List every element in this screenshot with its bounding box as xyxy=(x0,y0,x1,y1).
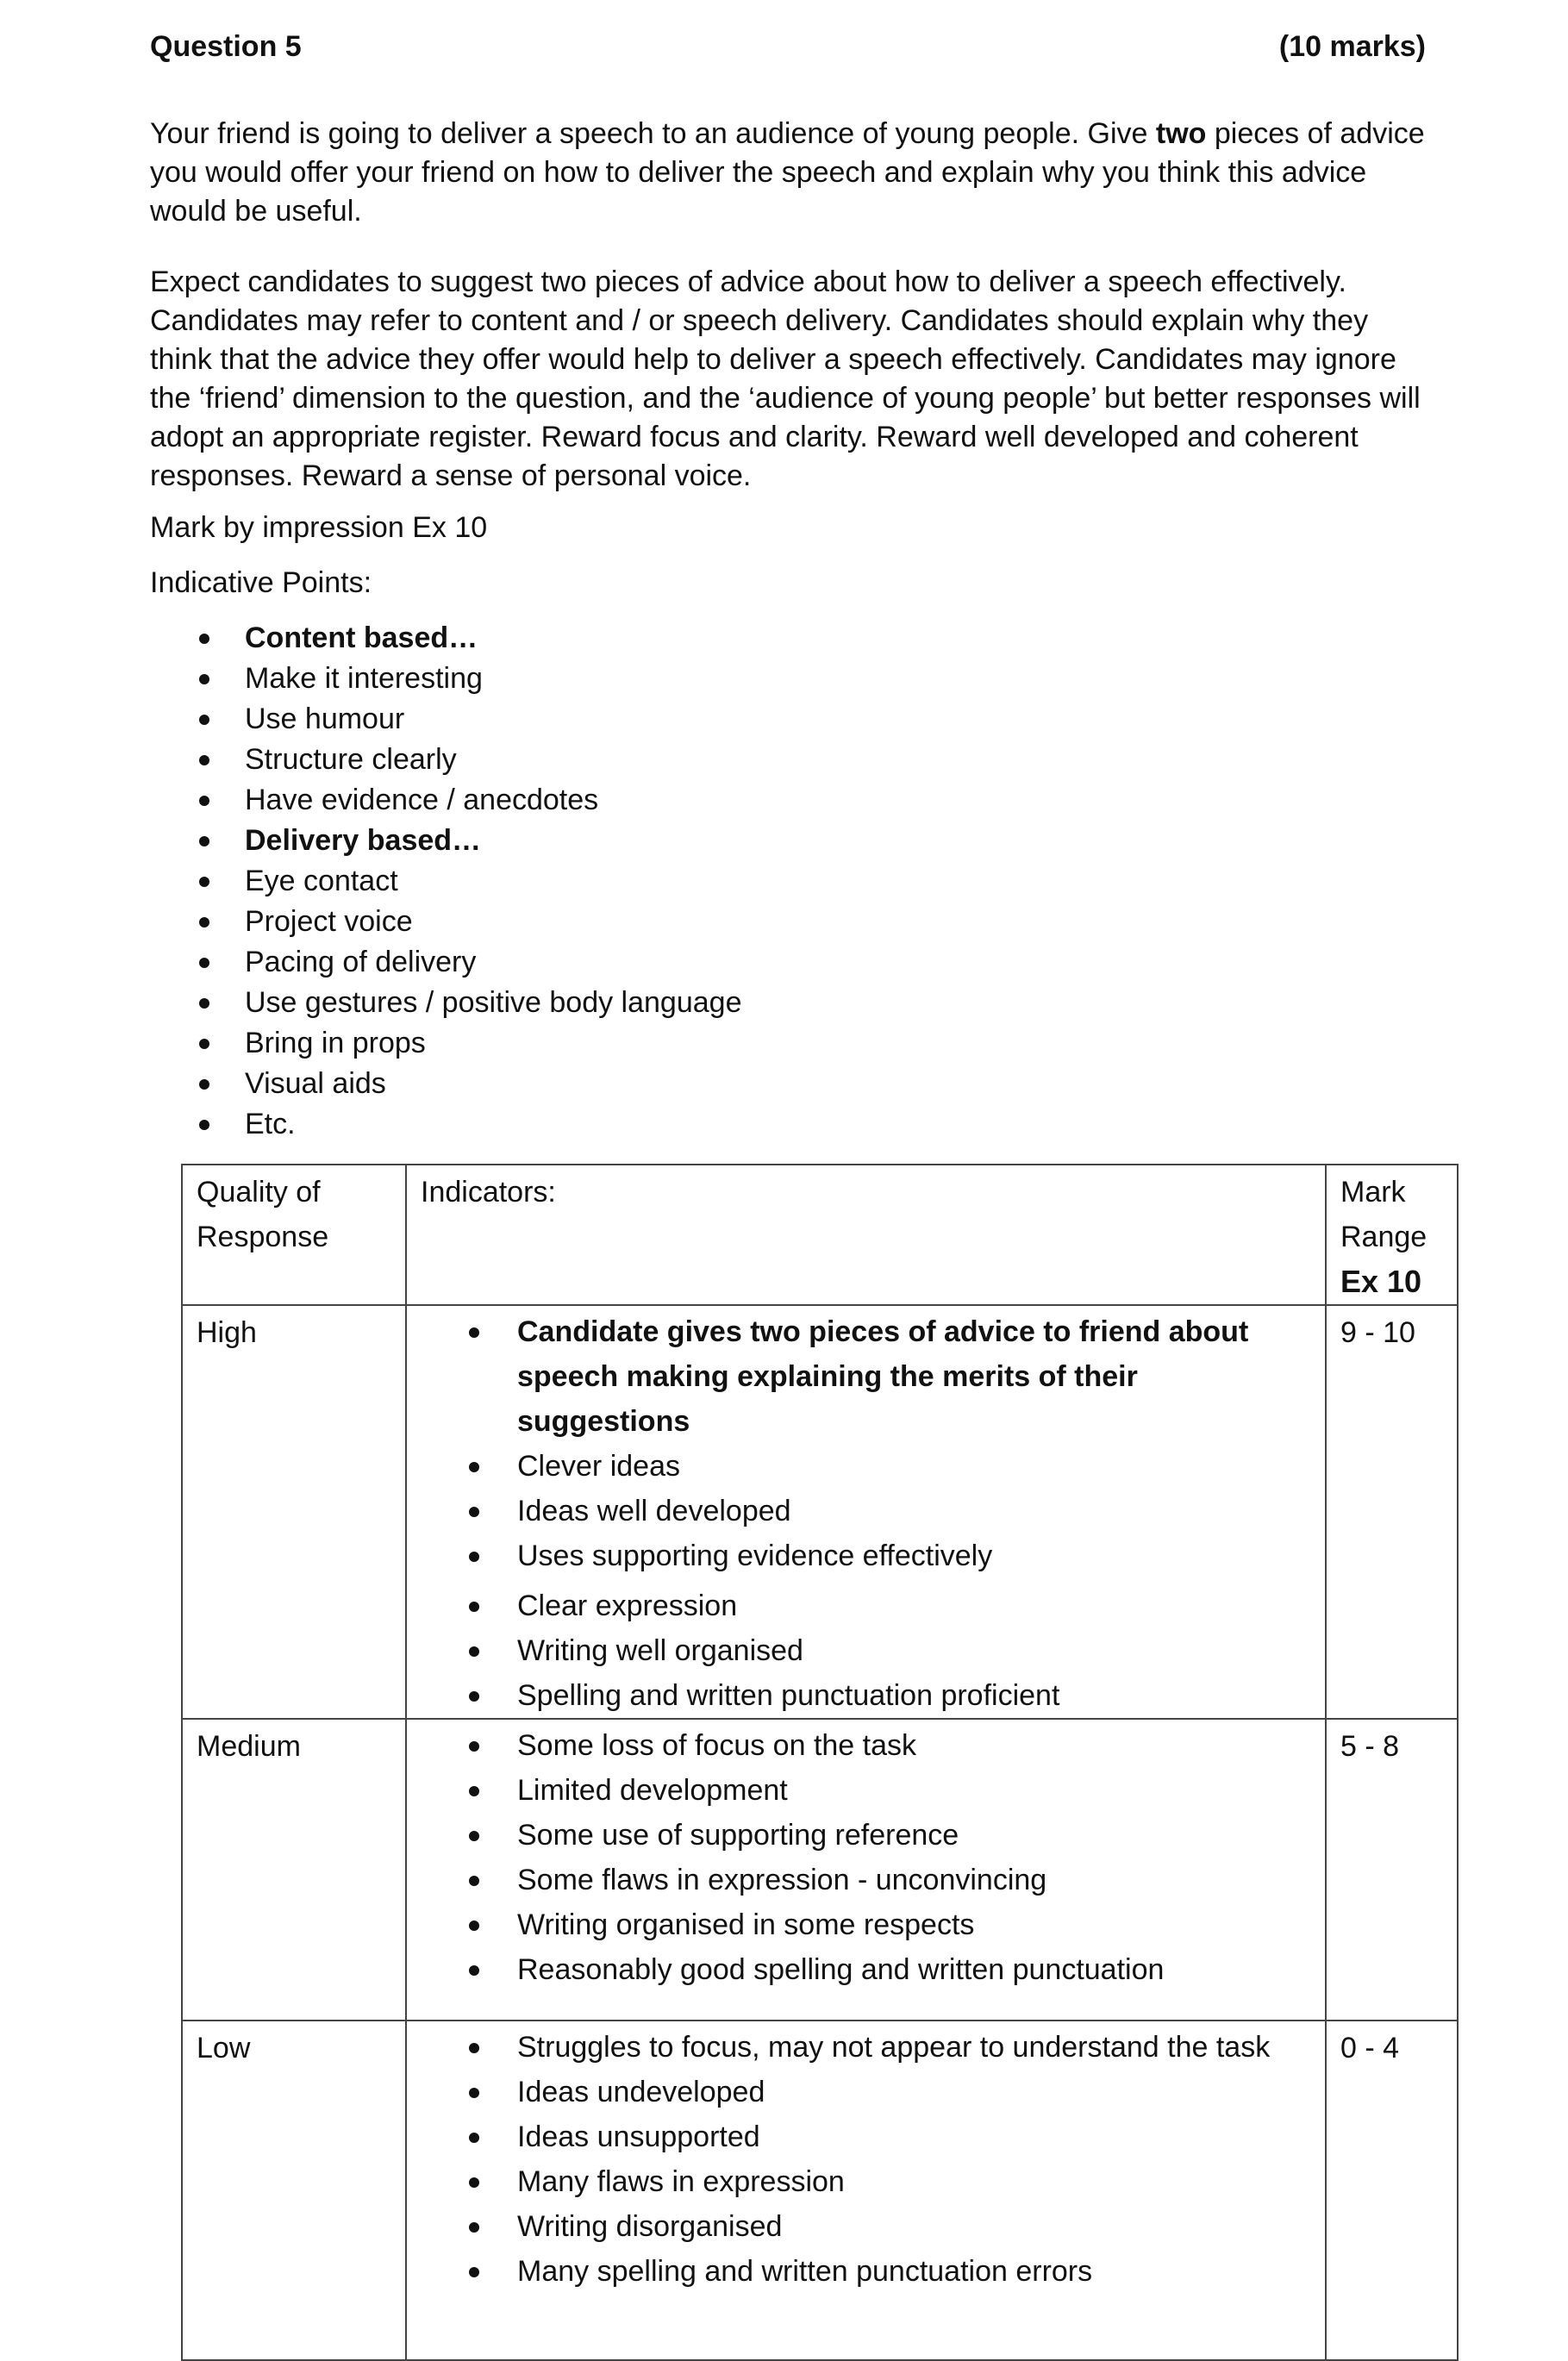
quality-cell xyxy=(182,1305,406,1719)
bullet-icon xyxy=(199,1039,209,1049)
quality-label: High xyxy=(197,1316,257,1349)
quality-cell xyxy=(182,2021,406,2360)
question-header xyxy=(150,24,1426,69)
list-item: Ideas unsupported xyxy=(407,2114,1325,2159)
bullet-icon xyxy=(469,1552,479,1562)
mark-range: 9 - 10 xyxy=(1340,1316,1415,1349)
list-item: Etc. xyxy=(150,1104,1426,1145)
bullet-icon xyxy=(469,2133,479,2143)
list-item: Some use of supporting reference xyxy=(407,1813,1325,1858)
quality-label: Medium xyxy=(197,1730,301,1763)
list-item: Bring in props xyxy=(150,1023,1426,1064)
list-item: Clear expression xyxy=(407,1583,1325,1628)
list-item: Candidate gives two pieces of advice to friend about speech making explaining the merits of their suggestions xyxy=(407,1309,1325,1444)
bullet-icon xyxy=(199,674,209,684)
bullet-icon xyxy=(199,998,209,1009)
bullet-icon xyxy=(469,1462,479,1472)
list-item: Some flaws in expression - unconvincing xyxy=(407,1858,1325,1902)
bullet-icon xyxy=(199,917,209,928)
bullet-icon xyxy=(199,1120,209,1130)
list-item: Struggles to focus, may not appear to understand the task xyxy=(407,2025,1325,2070)
bullet-icon xyxy=(469,1646,479,1657)
list-item: Ideas undeveloped xyxy=(407,2070,1325,2114)
list-item: Eye contact xyxy=(150,861,1426,902)
mark-range: 0 - 4 xyxy=(1340,2032,1400,2064)
bullet-icon xyxy=(469,1965,479,1976)
list-item: Make it interesting xyxy=(150,659,1426,699)
table-row xyxy=(182,1305,1458,1719)
bullet-icon xyxy=(199,958,209,968)
indicator-list xyxy=(407,1720,1325,1992)
table-header-row xyxy=(182,1165,1458,1305)
list-item: Structure clearly xyxy=(150,740,1426,780)
bullet-icon xyxy=(199,755,209,765)
bullet-icon xyxy=(469,2222,479,2233)
bullet-icon xyxy=(199,796,209,806)
list-item: Some loss of focus on the task xyxy=(407,1723,1325,1768)
list-item: Limited development xyxy=(407,1768,1325,1813)
bullet-icon xyxy=(469,2177,479,2188)
indicative-points-label: Indicative Points: xyxy=(150,566,372,599)
list-item: Spelling and written punctuation proficient xyxy=(407,1673,1325,1718)
mark-scheme-page xyxy=(150,24,1426,1145)
header-mark-line2: Range xyxy=(1340,1221,1427,1253)
list-item: Clever ideas xyxy=(407,1444,1325,1489)
bullet-icon xyxy=(469,1876,479,1886)
header-mark-line3: Ex 10 xyxy=(1340,1264,1422,1299)
list-item: Use humour xyxy=(150,699,1426,740)
mark-range: 5 - 8 xyxy=(1340,1730,1400,1763)
marking-grid-table xyxy=(181,1164,1459,2361)
prompt-text-end: pieces of advice you would offer your friend on how to deliver the speech and explain why you think this advice would be useful. xyxy=(150,117,1425,228)
list-item: Project voice xyxy=(150,902,1426,942)
quality-label: Low xyxy=(197,2032,251,2064)
indicative-points-list xyxy=(150,618,1426,1145)
bullet-icon xyxy=(469,1327,479,1338)
mark-range-cell xyxy=(1326,2021,1458,2360)
bullet-icon xyxy=(199,634,209,644)
header-quality-line2: Response xyxy=(197,1221,329,1253)
quality-cell xyxy=(182,1719,406,2021)
bullet-icon xyxy=(469,1831,479,1841)
bullet-icon xyxy=(199,836,209,846)
bullet-icon xyxy=(469,2088,479,2098)
marking-guidance: Expect candidates to suggest two pieces of advice about how to deliver a speech effectively. Candidates may refer to content and / or speech delivery. Candidates should explain why they think that the advice they offer would help to deliver a speech effectively. Candidates may ignore the ‘friend’ dimension to the question, and the ‘audience of young people’ but better responses will adopt an appropriate register. Reward focus and clarity. Reward well developed and coherent responses. Reward a sense of personal voice. xyxy=(150,265,1421,492)
prompt-emphasis: two xyxy=(1155,117,1207,150)
list-item: Delivery based… xyxy=(150,821,1426,861)
list-item: Have evidence / anecdotes xyxy=(150,780,1426,821)
list-item: Many flaws in expression xyxy=(407,2159,1325,2204)
header-indicators-cell xyxy=(406,1165,1326,1305)
indicator-list xyxy=(407,1306,1325,1718)
list-item: Writing disorganised xyxy=(407,2204,1325,2249)
list-item: Many spelling and written punctuation errors xyxy=(407,2249,1325,2294)
indicators-cell xyxy=(406,1719,1326,2021)
list-item: Use gestures / positive body language xyxy=(150,983,1426,1023)
indicators-cell xyxy=(406,1305,1326,1719)
header-indicators: Indicators: xyxy=(421,1176,556,1209)
bullet-icon xyxy=(199,1079,209,1090)
header-mark-line1: Mark xyxy=(1340,1176,1406,1209)
list-item: Reasonably good spelling and written punctuation xyxy=(407,1947,1325,1992)
mark-by-impression: Mark by impression Ex 10 xyxy=(150,511,488,544)
bullet-icon xyxy=(469,1691,479,1702)
bullet-icon xyxy=(469,1507,479,1517)
header-quality-cell xyxy=(182,1165,406,1305)
list-item: Writing well organised xyxy=(407,1628,1325,1673)
indicator-list xyxy=(407,2021,1325,2294)
list-item: Writing organised in some respects xyxy=(407,1902,1325,1947)
list-item: Visual aids xyxy=(150,1064,1426,1104)
bullet-icon xyxy=(199,715,209,725)
mark-range-cell xyxy=(1326,1719,1458,2021)
table-row xyxy=(182,2021,1458,2360)
mark-range-cell xyxy=(1326,1305,1458,1719)
list-item: Uses supporting evidence effectively xyxy=(407,1533,1325,1578)
bullet-icon xyxy=(469,1786,479,1796)
bullet-icon xyxy=(469,2267,479,2277)
list-item: Pacing of delivery xyxy=(150,942,1426,983)
question-marks: (10 marks) xyxy=(1278,30,1426,63)
bullet-icon xyxy=(469,1741,479,1752)
bullet-icon xyxy=(469,1602,479,1612)
header-quality-line1: Quality of xyxy=(197,1176,321,1209)
table-row xyxy=(182,1719,1458,2021)
bullet-icon xyxy=(199,877,209,887)
prompt-text-start: Your friend is going to deliver a speech to an audience of young people. Give xyxy=(150,117,1156,150)
question-prompt xyxy=(150,115,1426,231)
bullet-icon xyxy=(469,2043,479,2053)
question-title: Question 5 xyxy=(150,30,302,63)
header-mark-cell xyxy=(1326,1165,1458,1305)
list-item: Ideas well developed xyxy=(407,1489,1325,1533)
list-item: Content based… xyxy=(150,618,1426,659)
bullet-icon xyxy=(469,1921,479,1931)
indicators-cell xyxy=(406,2021,1326,2360)
